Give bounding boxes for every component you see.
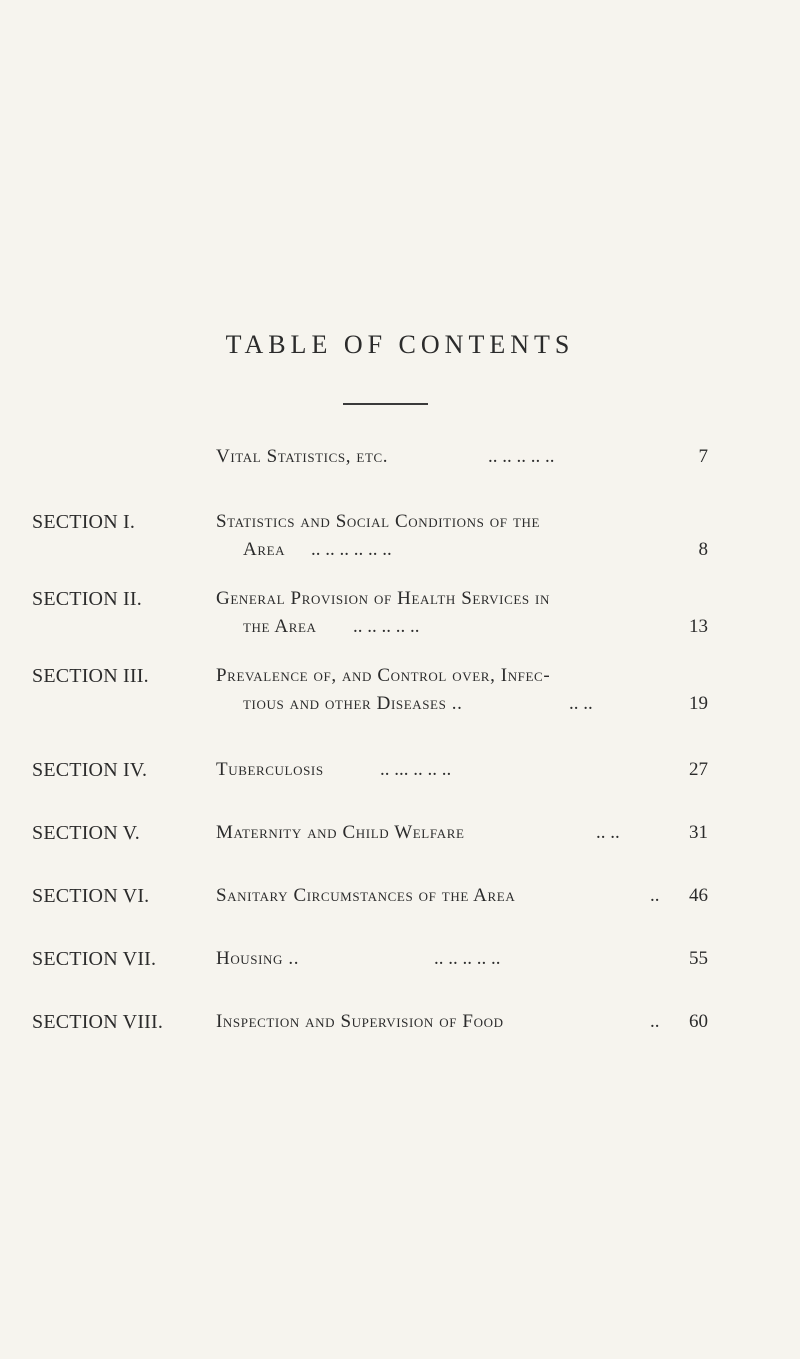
section-number: SECTION I. [32, 511, 136, 533]
page-number: 13 [689, 616, 708, 637]
entry-title-line [216, 509, 716, 535]
page-number: 7 [698, 446, 708, 467]
section-number: SECTION II. [32, 588, 142, 610]
dot-leader: .. .. .. .. .. .. [311, 539, 392, 560]
entry-title-line [216, 586, 716, 612]
entry-title: Maternity and Child Welfare [216, 822, 465, 843]
section-number: SECTION V. [32, 822, 140, 844]
entry-title-line [216, 663, 716, 689]
dot-leader: .. .. [569, 693, 593, 714]
title-divider [343, 403, 428, 405]
dot-leader: .. .. .. .. .. [488, 446, 555, 467]
dot-leader: .. [650, 885, 660, 906]
entry-title-line-2 [243, 614, 743, 640]
entry-title: Housing .. [216, 948, 300, 969]
entry-title-line [216, 757, 716, 783]
page-number: 19 [689, 693, 708, 714]
entry-title-continued: the Area [243, 616, 317, 637]
dot-leader: .. ... .. .. .. [380, 759, 452, 780]
entry-title: Vital Statistics, etc. [216, 446, 389, 467]
entry-title-line-2 [243, 691, 743, 717]
entry-title-line [216, 1009, 716, 1035]
page-number: 60 [689, 1011, 708, 1032]
dot-leader: .. .. .. .. .. [434, 948, 501, 969]
dot-leader: .. .. [596, 822, 620, 843]
page-number: 31 [689, 822, 708, 843]
entry-title: Tuberculosis [216, 759, 324, 780]
page-number: 55 [689, 948, 708, 969]
entry-title-line-2 [243, 537, 743, 563]
entry-title: General Provision of Health Services in [216, 588, 550, 609]
page-number: 8 [698, 539, 708, 560]
dot-leader: .. .. .. .. .. [353, 616, 420, 637]
page-number: 46 [689, 885, 708, 906]
section-number: SECTION IV. [32, 759, 148, 781]
entry-title-line [216, 444, 716, 470]
entry-title-continued: tious and other Diseases .. [243, 693, 463, 714]
page-number: 27 [689, 759, 708, 780]
section-number: SECTION VI. [32, 885, 150, 907]
entry-title: Inspection and Supervision of Food [216, 1011, 504, 1032]
section-number: SECTION III. [32, 665, 149, 687]
entry-title-continued: Area [243, 539, 286, 560]
entry-title: Prevalence of, and Control over, Infec- [216, 665, 551, 686]
entry-title-line [216, 820, 716, 846]
entry-title-line [216, 946, 716, 972]
entry-title: Statistics and Social Conditions of the [216, 511, 541, 532]
entry-title-line [216, 883, 716, 909]
section-number: SECTION VII. [32, 948, 157, 970]
dot-leader: .. [650, 1011, 660, 1032]
section-number: SECTION VIII. [32, 1011, 164, 1033]
page-title: TABLE OF CONTENTS [225, 330, 575, 359]
entry-title: Sanitary Circumstances of the Area [216, 885, 516, 906]
